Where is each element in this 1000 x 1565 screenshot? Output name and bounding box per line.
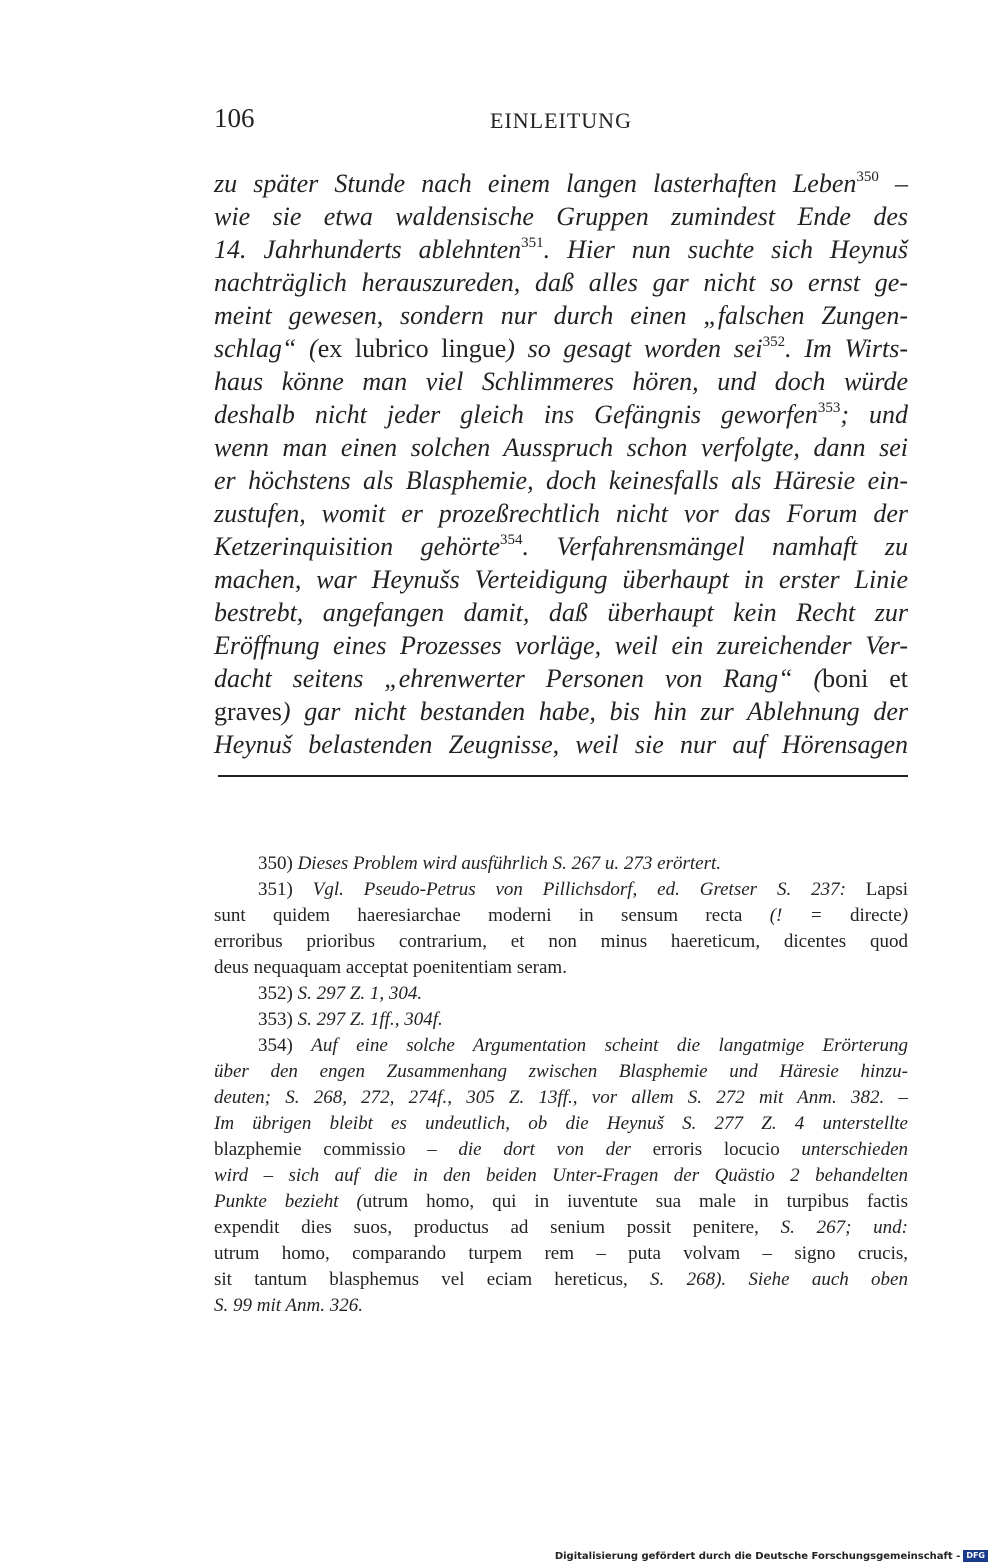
text-line: Heynuš belastenden Zeugnisse, weil sie nur auf Hörensagen — [214, 730, 908, 759]
text-line: graves) gar nicht bestanden habe, bis hin zur Ablehnung der — [214, 697, 908, 726]
credit-text: Digitalisierung gefördert durch die Deutsche Forschungsgemeinschaft - — [554, 1550, 961, 1562]
text-line: dacht seitens „ehrenwerter Personen von Rang“ (boni et — [214, 664, 908, 693]
footnote-ref: 350 — [856, 169, 879, 185]
footnote-350: 350) Dieses Problem wird ausführlich S. 267 u. 273 erörtert. — [258, 853, 722, 874]
footnote-354: 354) Auf eine solche Argumentation scheint die langatmige Erörterung über den engen Zusammenhang zwischen Blasphemie und Häresie hinzu- deuten; S. 268, 272, 274f., 305 Z. 13ff., vor allem S. 272 mit Anm. 382. – Im übrigen bleibt es undeutlich, ob die Heynuš S. 277 Z. 4 unterstellte blazphemie commissio – die dort von der erroris locucio unterschieden wird – sich auf die in den beiden Unter-Fragen der Quästio 2 behandelten Punkte bezieht (utrum homo, qui in iuventute sua male in turpibus factis expendit dies suos, productus ad senium possit penitere, S. 267; und: utrum homo, comparando turpem rem – puta volvam – signo crucis, sit tantum blasphemus vel eciam hereticus, S. 268). Siehe auch oben S. 99 mit Anm. 326. — [214, 1035, 909, 1316]
running-title: EINLEITUNG — [490, 108, 632, 133]
text-line: Ketzerinquisition gehörte$^{354}$. Verfahrensmängel namhaft zu — [214, 532, 908, 561]
footnote-351: 351) Vgl. Pseudo-Petrus von Pillichsdorf, ed. Gretser S. 237: Lapsi sunt quidem haeresiarchae moderni in sensum recta (! = directe) erroribus prioribus contrarium, et non minus haereticum, dicentes quod deus nequaquam acceptat poenitentiam seram. — [214, 879, 909, 978]
text-line: nachträglich herauszureden, daß alles gar nicht so ernst ge- — [214, 268, 908, 297]
footnote-353: 353) S. 297 Z. 1ff., 304f. — [258, 1009, 443, 1030]
footnotes — [214, 851, 908, 1319]
digitization-credit — [555, 1550, 988, 1562]
footnote-352: 352) S. 297 Z. 1, 304. — [258, 983, 423, 1004]
text-line: deshalb nicht jeder gleich ins Gefängnis geworfen$^{353}$; und — [214, 400, 908, 429]
dfg-logo: DFG — [963, 1550, 988, 1562]
text-line: wie sie etwa waldensische Gruppen zumindest Ende des — [214, 202, 908, 231]
page-number: 106 — [214, 103, 255, 133]
footnote-ref: 352 — [762, 334, 786, 350]
footnote-rule — [218, 775, 908, 777]
footnote-ref: 351 — [521, 235, 544, 251]
text-line: zu später Stunde nach einem langen lasterhaften Leben$^{350}$ – — [214, 169, 909, 198]
text-line: wenn man einen solchen Ausspruch schon verfolgte, dann sei — [214, 433, 908, 462]
main-text — [214, 167, 908, 761]
footnote-ref: 353 — [817, 400, 841, 416]
text-line: schlag“ (ex lubrico lingue) so gesagt worden sei$^{352}$. Im Wirts- — [214, 334, 909, 363]
text-line: zustufen, womit er prozeßrechtlich nicht vor das Forum der — [214, 499, 908, 528]
text-line: haus könne man viel Schlimmeres hören, und doch würde — [214, 367, 908, 396]
footnote-ref: 354 — [500, 532, 523, 548]
text-line: 14. Jahrhunderts ablehnten$^{351}$. Hier nun suchte sich Heynuš — [214, 235, 908, 264]
text-line: meint gewesen, sondern nur durch einen „falschen Zungen- — [214, 301, 908, 330]
text-line: er höchstens als Blasphemie, doch keinesfalls als Häresie ein- — [214, 466, 908, 495]
text-line: Eröffnung eines Prozesses vorläge, weil ein zureichender Ver- — [214, 631, 908, 660]
text-line: bestrebt, angefangen damit, daß überhaupt kein Recht zur — [214, 598, 908, 627]
text-line: machen, war Heynušs Verteidigung überhaupt in erster Linie — [214, 565, 908, 594]
